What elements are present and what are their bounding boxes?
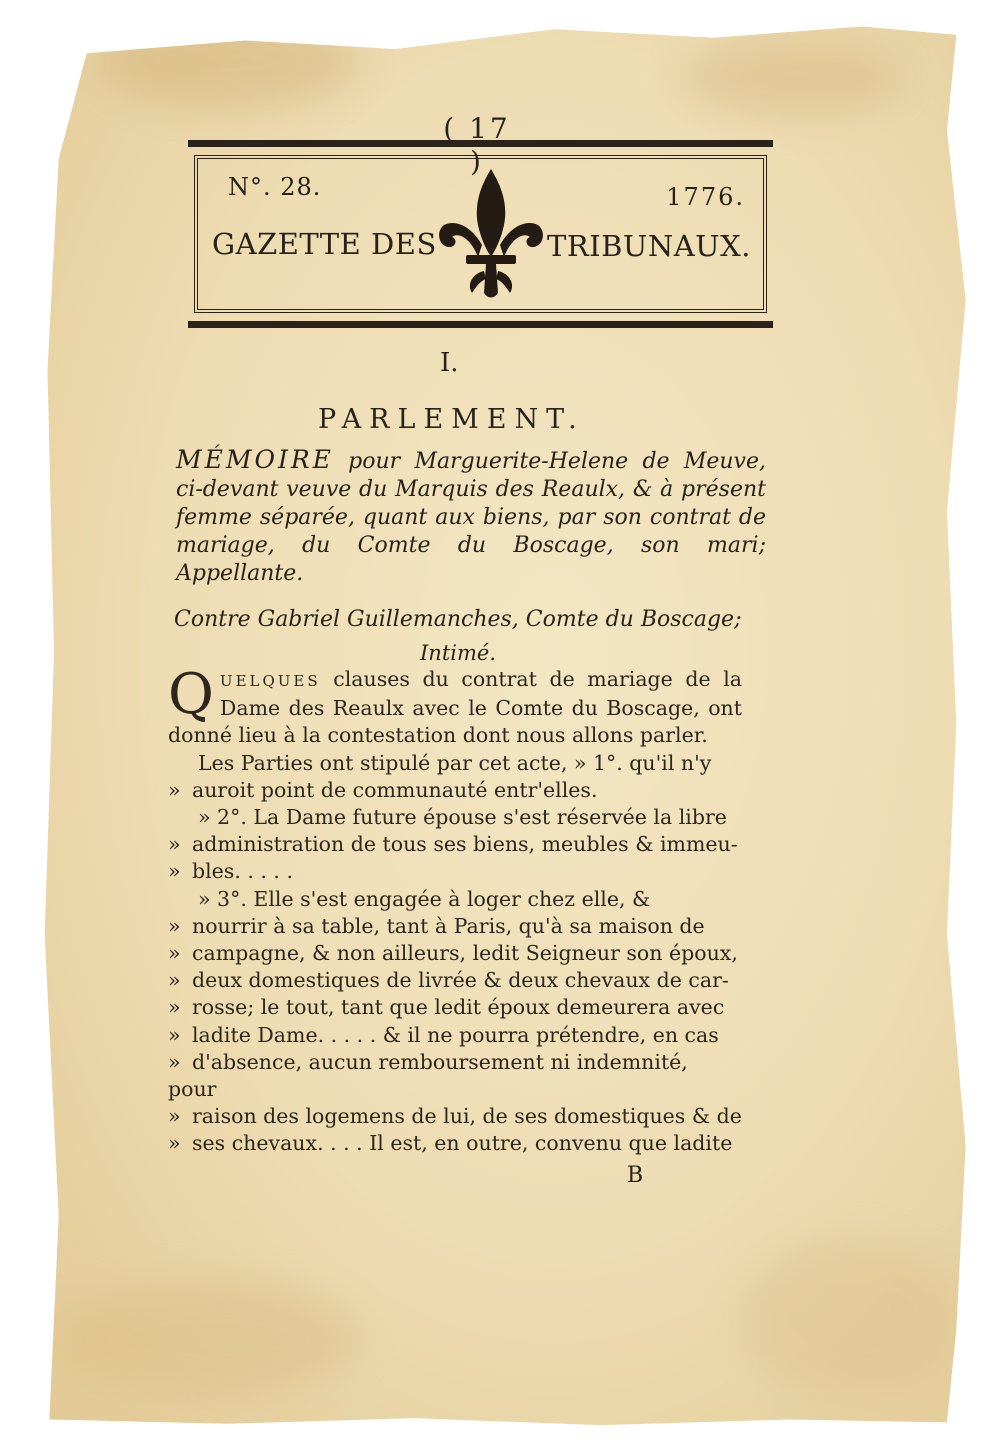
gazette-title-left: GAZETTE DES	[212, 227, 437, 261]
para4-line-text: ladite Dame. . . . . & il ne pourra prétendre, en cas	[192, 1022, 719, 1047]
paragraph-1-text: clauses du contrat de mariage de la Dame des Reaulx avec le Comte du Boscage, ont donné lieu à la contestation dont nous allons parler.	[168, 667, 742, 748]
para4-line-2	[168, 913, 742, 940]
year: 1776.	[666, 183, 745, 211]
quote-mark: »	[168, 941, 181, 966]
para4-line-3	[168, 940, 742, 967]
masthead-frame	[194, 155, 767, 313]
gazette-title-right: TRIBUNAUX.	[546, 229, 751, 263]
para4-line-text: raison des logemens de lui, de ses domestiques & de	[192, 1104, 742, 1129]
quote-mark: »	[168, 968, 181, 993]
para4-line-9	[168, 1130, 742, 1157]
para4-line-text: deux domestiques de livrée & deux chevaux de car-	[192, 968, 729, 993]
para3-line-3	[168, 858, 742, 885]
para3-line-text: administration de tous ses biens, meubles & immeu-	[192, 832, 738, 857]
para4-line-text: nourrir à sa table, tant à Paris, qu'à sa maison de	[192, 913, 705, 938]
para4-line-text: ses chevaux. . . . Il est, en outre, convenu que ladite	[192, 1131, 733, 1156]
article-body	[168, 662, 742, 1158]
quote-mark: »	[168, 1049, 181, 1074]
masthead	[188, 140, 773, 328]
dropcap-smallcaps: UELQUES	[219, 672, 321, 690]
para4-line-6	[168, 1022, 742, 1049]
quote-mark: »	[168, 832, 181, 857]
paragraph-3	[168, 804, 742, 831]
para4-line-text: d'absence, aucun remboursement ni indemnité, pour	[168, 1049, 688, 1102]
quote-mark: »	[168, 1022, 181, 1047]
dropcap: Q	[168, 662, 214, 727]
para4-line-8	[168, 1103, 742, 1130]
memoire-lead: MÉMOIRE	[176, 445, 334, 474]
page-number: ( 17 )	[443, 112, 511, 178]
quote-mark: »	[168, 1131, 181, 1156]
issue-number: N°. 28.	[228, 173, 322, 201]
para3-line-2	[168, 831, 742, 858]
paragraph-1	[168, 662, 742, 750]
para2-line-2	[168, 777, 742, 804]
intime-line: Intimé.	[420, 641, 496, 665]
signature-mark: B	[627, 1163, 644, 1188]
para3-line: » 2°. La Dame future épouse s'est réservée la libre	[198, 805, 727, 830]
para2-line-text: auroit point de communauté entr'elles.	[192, 777, 598, 802]
section-heading: PARLEMENT.	[318, 404, 585, 435]
para2-line: Les Parties ont stipulé par cet acte, » 1°. qu'il n'y	[198, 750, 712, 775]
section-numeral: I.	[440, 348, 459, 378]
quote-mark: »	[168, 995, 181, 1020]
para4-line-text: campagne, & non ailleurs, ledit Seigneur son époux,	[192, 941, 738, 966]
memoire-title	[176, 446, 766, 588]
para4-line-5	[168, 994, 742, 1021]
para4-line-7	[168, 1049, 742, 1103]
para3-line-text: bles. . . . .	[192, 859, 293, 884]
contre-line: Contre Gabriel Guillemanches, Comte du Boscage;	[174, 607, 742, 632]
quote-mark: »	[168, 777, 181, 802]
quote-mark: »	[168, 1104, 181, 1129]
quote-mark: »	[168, 913, 181, 938]
memoire-text: pour Marguerite-Helene de Meuve, ci-devant veuve du Marquis des Reaulx, & à présent femme séparée, quant aux biens, par son contrat de mariage, du Comte du Boscage, son mari; Appellante.	[176, 449, 766, 586]
paragraph-2	[168, 750, 742, 777]
para4-line-4	[168, 967, 742, 994]
quote-mark: »	[168, 859, 181, 884]
para4-line-text: rosse; le tout, tant que ledit époux demeurera avec	[192, 995, 725, 1020]
paragraph-4	[168, 886, 742, 913]
para4-line: » 3°. Elle s'est engagée à loger chez elle, &	[198, 886, 651, 911]
fleur-de-lis-icon	[436, 161, 546, 311]
